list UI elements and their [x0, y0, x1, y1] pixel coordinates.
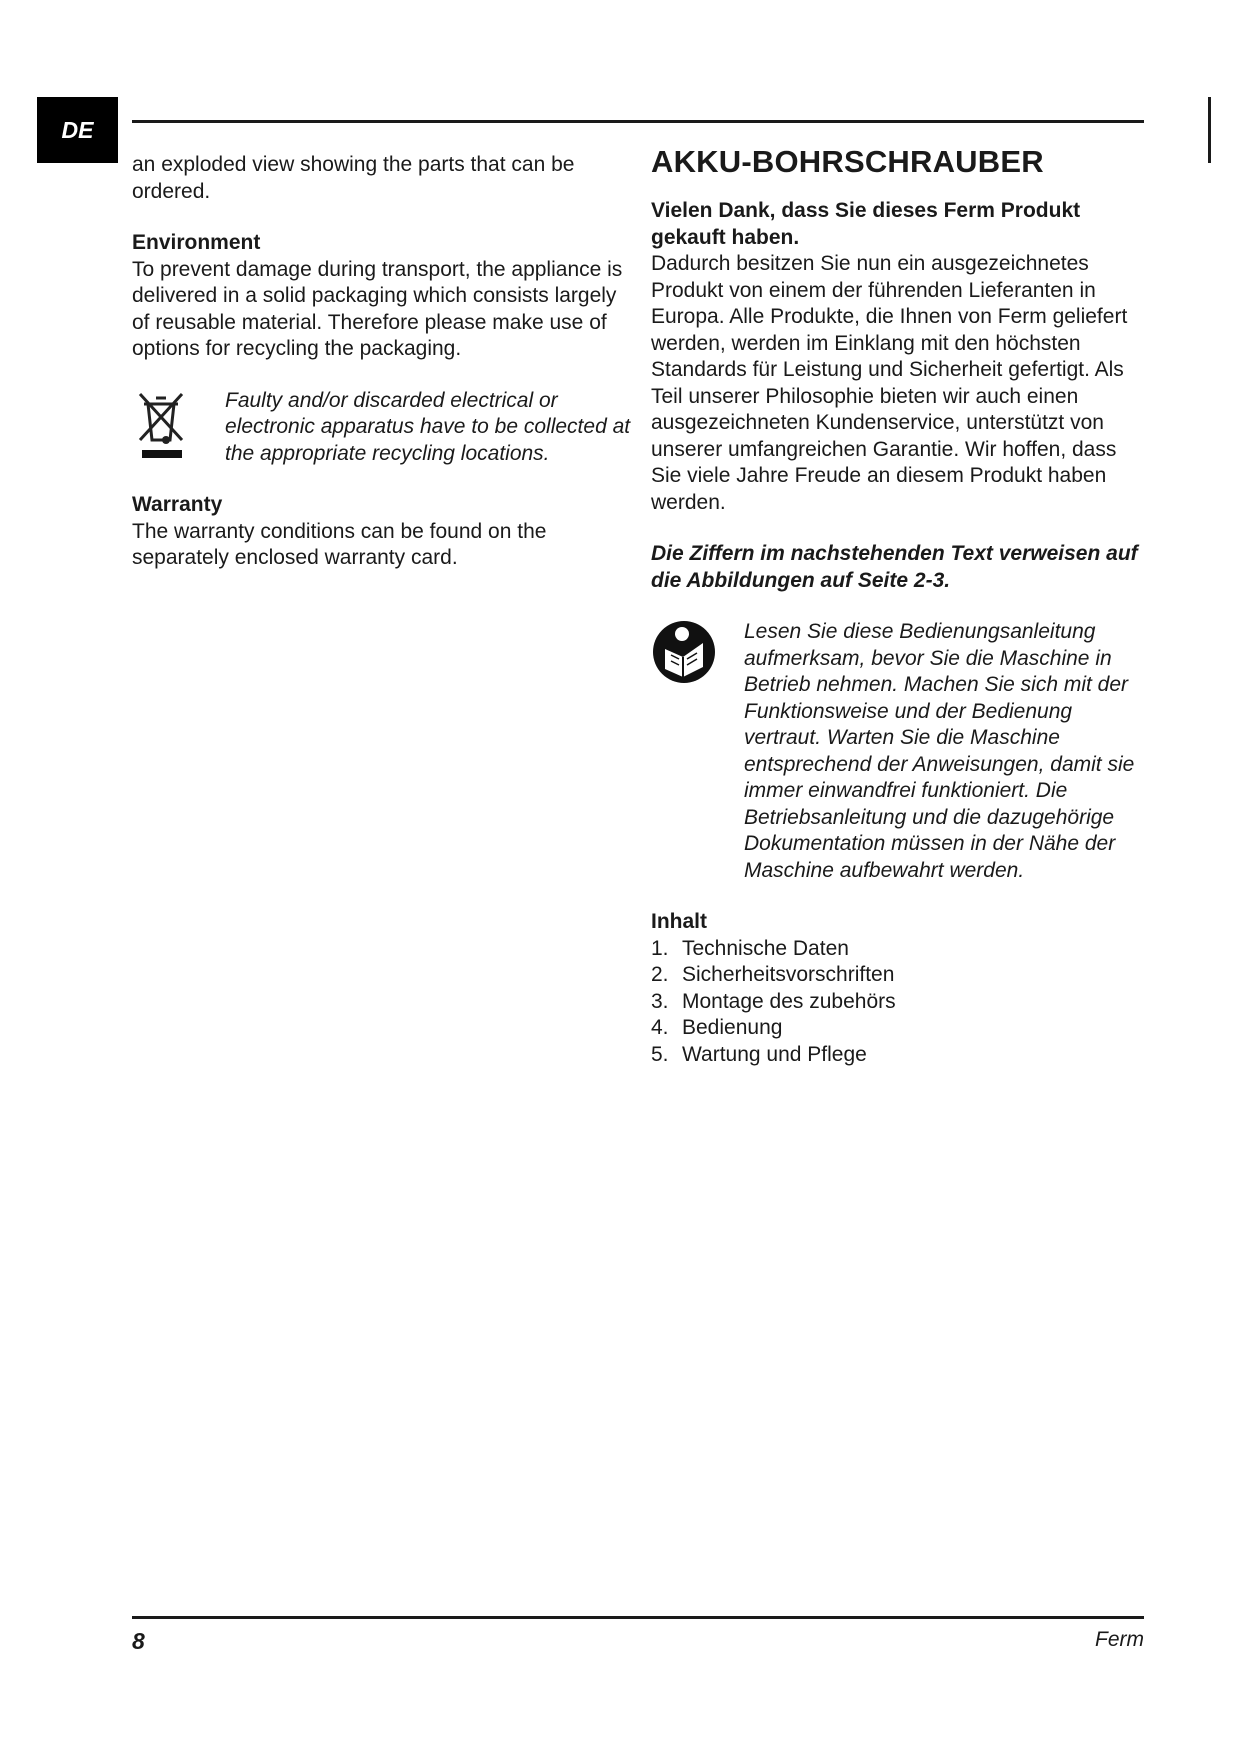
right-column	[651, 144, 1151, 1068]
side-marker	[1208, 97, 1211, 163]
environment-text: To prevent damage during transport, the appliance is delivered in a solid packaging which consists largely of reusable material. Therefore please make use of options for recycling the packaging.	[132, 257, 623, 360]
list-item: 5. Wartung und Pflege	[651, 1042, 867, 1066]
weee-note-text: Faulty and/or discarded electrical or electronic apparatus have to be collected at the appropriate recycling locations.	[225, 388, 631, 465]
list-item: 4. Bedienung	[651, 1016, 783, 1039]
top-rule	[132, 120, 1144, 123]
intro-text: an exploded view showing the parts that can be ordered.	[132, 153, 575, 203]
list-item: 1. Technische Daten	[651, 936, 849, 960]
environment-heading: Environment	[132, 231, 261, 254]
language-tab: DE	[37, 97, 118, 163]
thanks-heading: Vielen Dank, dass Sie dieses Ferm Produkt gekauft haben.	[651, 199, 1081, 249]
contents-list	[651, 936, 1151, 1069]
product-title: AKKU-BOHRSCHRAUBER	[651, 144, 1044, 179]
page-number: 8	[132, 1628, 145, 1654]
crossed-out-bin-icon	[132, 388, 190, 476]
list-item: 3. Montage des zubehörs	[651, 989, 896, 1013]
left-column	[132, 152, 632, 572]
weee-note	[132, 388, 632, 468]
warranty-heading: Warranty	[132, 493, 223, 516]
read-manual-icon	[651, 619, 717, 693]
warranty-text: The warranty conditions can be found on the separately enclosed warranty card.	[132, 519, 547, 569]
figure-reference: Die Ziffern im nachstehenden Text verweisen auf die Abbildungen auf Seite 2-3.	[651, 542, 1138, 592]
contents-heading: Inhalt	[651, 910, 707, 933]
list-item: 2. Sicherheitsvorschriften	[651, 963, 895, 986]
manual-note-text: Lesen Sie diese Bedienungsanleitung aufmerksam, bevor Sie die Maschine in Betrieb nehmen. Machen Sie sich mit der Funktionsweise und der Bedienung vertraut. Warten Sie die Maschine entsprechend der Anweisungen, damit sie immer einwandfrei funktioniert. Die Betriebsanleitung und die dazugehörige Dokumentation müssen in der Nähe der Maschine aufbewahrt werden.	[744, 620, 1135, 882]
bottom-rule	[132, 1616, 1144, 1619]
manual-note	[651, 619, 1151, 884]
thanks-text: Dadurch besitzen Sie nun ein ausgezeichnetes Produkt von einem der führenden Lieferanten in Europa. Alle Produkte, die Ihnen von Ferm geliefert werden, werden im Einklang mit den höchsten Standards für Leistung und Sicherheit gefertigt. Als Teil unserer Philosophie bieten wir auch einen ausgezeichneten Kundenservice, unterstützt von unserer umfangreichen Garantie. Wir hoffen, dass Sie viele Jahre Freude an diesem Produkt haben werden.	[651, 252, 1128, 514]
footer-brand: Ferm	[1095, 1628, 1144, 1651]
